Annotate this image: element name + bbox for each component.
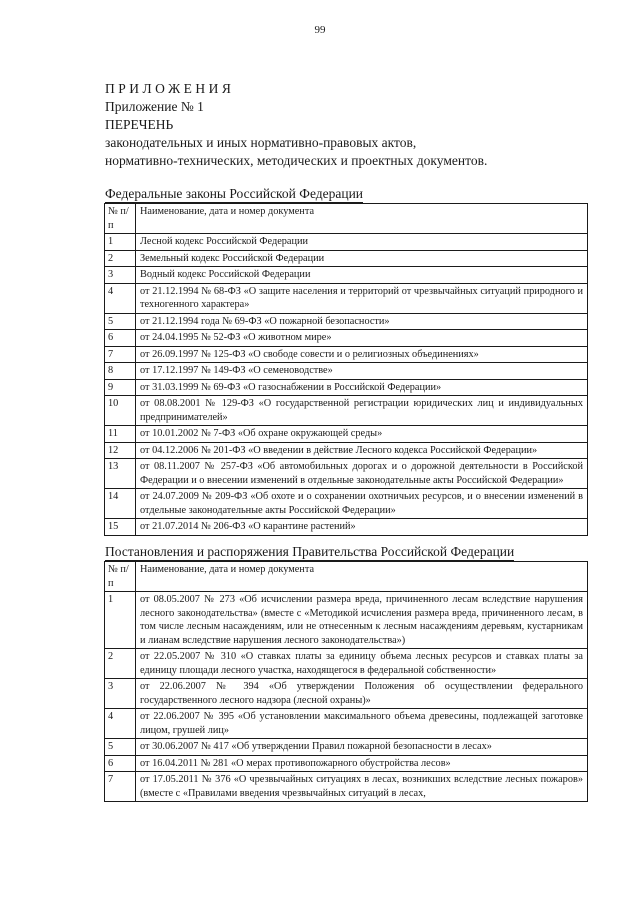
table-row bbox=[105, 739, 588, 756]
row-number: 5 bbox=[105, 313, 136, 330]
row-number: 4 bbox=[105, 283, 136, 313]
table-row bbox=[105, 379, 588, 396]
row-number: 2 bbox=[105, 250, 136, 267]
document-name: от 21.07.2014 № 206-ФЗ «О карантине растений» bbox=[136, 519, 588, 536]
description-line-2: нормативно-технических, методических и проектных документов. bbox=[105, 153, 488, 168]
row-number: 10 bbox=[105, 396, 136, 426]
table-header-row bbox=[105, 562, 588, 592]
appendix-number: Приложение № 1 bbox=[105, 99, 204, 114]
row-number: 1 bbox=[105, 234, 136, 251]
document-name: от 26.09.1997 № 125-ФЗ «О свободе совести и о религиозных объединениях» bbox=[136, 346, 588, 363]
row-number: 13 bbox=[105, 459, 136, 489]
row-number: 6 bbox=[105, 755, 136, 772]
row-number: 11 bbox=[105, 426, 136, 443]
document-header bbox=[105, 80, 605, 170]
column-header-name: Наименование, дата и номер документа bbox=[136, 204, 588, 234]
document-name: от 21.12.1994 № 68-ФЗ «О защите населения и территорий от чрезвычайных ситуаций природного и техногенного характера» bbox=[136, 283, 588, 313]
column-header-number: № п/п bbox=[105, 562, 136, 592]
table-row bbox=[105, 346, 588, 363]
row-number: 7 bbox=[105, 346, 136, 363]
document-name: Земельный кодекс Российской Федерации bbox=[136, 250, 588, 267]
federal-laws-table bbox=[104, 203, 588, 536]
document-name: от 10.01.2002 № 7-ФЗ «Об охране окружающей среды» bbox=[136, 426, 588, 443]
row-number: 5 bbox=[105, 739, 136, 756]
row-number: 14 bbox=[105, 489, 136, 519]
table-row bbox=[105, 709, 588, 739]
document-name: от 17.12.1997 № 149-ФЗ «О семеноводстве» bbox=[136, 363, 588, 380]
row-number: 2 bbox=[105, 649, 136, 679]
table-row bbox=[105, 772, 588, 802]
row-number: 3 bbox=[105, 267, 136, 284]
column-header-name: Наименование, дата и номер документа bbox=[136, 562, 588, 592]
table-header-row bbox=[105, 204, 588, 234]
table-row bbox=[105, 519, 588, 536]
page-number: 99 bbox=[314, 24, 326, 36]
document-name: от 08.11.2007 № 257-ФЗ «Об автомобильных дорогах и о дорожной деятельности в Российской Федерации и о внесении изменений в отдельные законодательные акты Российской Федерации» bbox=[136, 459, 588, 489]
table-row bbox=[105, 649, 588, 679]
table-row bbox=[105, 489, 588, 519]
federal-laws-title: Федеральные законы Российской Федерации bbox=[105, 186, 364, 201]
table-row bbox=[105, 755, 588, 772]
row-number: 8 bbox=[105, 363, 136, 380]
row-number: 1 bbox=[105, 592, 136, 649]
row-number: 12 bbox=[105, 442, 136, 459]
row-number: 3 bbox=[105, 679, 136, 709]
document-name: от 08.08.2001 № 129-ФЗ «О государственной регистрации юридических лиц и индивидуальных предпринимателей» bbox=[136, 396, 588, 426]
document-name: от 22.05.2007 № 310 «О ставках платы за единицу объема лесных ресурсов и ставках платы за единицу площади лесного участка, находящегося в федеральной собственности» bbox=[136, 649, 588, 679]
row-number: 15 bbox=[105, 519, 136, 536]
row-number: 9 bbox=[105, 379, 136, 396]
table-row bbox=[105, 330, 588, 347]
row-number: 7 bbox=[105, 772, 136, 802]
appendices-heading: ПРИЛОЖЕНИЯ bbox=[105, 81, 235, 96]
table-row bbox=[105, 679, 588, 709]
document-name: от 22.06.2007 № 395 «Об установлении максимального объема древесины, подлежащей заготовке лицом, грушей лиц» bbox=[136, 709, 588, 739]
list-title: ПЕРЕЧЕНЬ bbox=[105, 117, 174, 132]
table-row bbox=[105, 363, 588, 380]
document-name: от 24.07.2009 № 209-ФЗ «Об охоте и о сохранении охотничьих ресурсов, и о внесении изменений в отдельные законодательные акты Российской Федерации» bbox=[136, 489, 588, 519]
government-acts-table bbox=[104, 561, 588, 802]
document-name: от 17.05.2011 № 376 «О чрезвычайных ситуациях в лесах, возникших вследствие лесных пожаров» (вместе с «Правилами введения чрезвычайных ситуаций в лесах, bbox=[136, 772, 588, 802]
table-row bbox=[105, 313, 588, 330]
column-header-number: № п/п bbox=[105, 204, 136, 234]
document-name: от 21.12.1994 года № 69-ФЗ «О пожарной безопасности» bbox=[136, 313, 588, 330]
document-name: от 24.04.1995 № 52-ФЗ «О животном мире» bbox=[136, 330, 588, 347]
table-row bbox=[105, 250, 588, 267]
table-row bbox=[105, 592, 588, 649]
government-acts-title: Постановления и распоряжения Правительства Российской Федерации bbox=[105, 544, 515, 559]
table-row bbox=[105, 267, 588, 284]
document-name: от 22.06.2007 № 394 «Об утверждении Положения об осуществлении федерального государственного лесного надзора (лесной охраны)» bbox=[136, 679, 588, 709]
document-name: от 08.05.2007 № 273 «Об исчислении размера вреда, причиненного лесам вследствие нарушения лесного законодательства» (вместе с «Методикой исчисления размера вреда, причиненного лесам, в том числе лесным насаждениям, или не отнесенным к лесным насаждениям деревьям, кустарникам и лианам вследствие нарушения лесного законодательства») bbox=[136, 592, 588, 649]
document-name: Лесной кодекс Российской Федерации bbox=[136, 234, 588, 251]
description-line-1: законодательных и иных нормативно-правовых актов, bbox=[105, 135, 417, 150]
table-row bbox=[105, 442, 588, 459]
table-row bbox=[105, 459, 588, 489]
row-number: 4 bbox=[105, 709, 136, 739]
row-number: 6 bbox=[105, 330, 136, 347]
document-name: от 04.12.2006 № 201-ФЗ «О введении в действие Лесного кодекса Российской Федерации» bbox=[136, 442, 588, 459]
table-row bbox=[105, 426, 588, 443]
table-row bbox=[105, 396, 588, 426]
document-name: от 16.04.2011 № 281 «О мерах противопожарного обустройства лесов» bbox=[136, 755, 588, 772]
table-row bbox=[105, 234, 588, 251]
document-name: от 31.03.1999 № 69-ФЗ «О газоснабжении в Российской Федерации» bbox=[136, 379, 588, 396]
table-row bbox=[105, 283, 588, 313]
document-name: Водный кодекс Российской Федерации bbox=[136, 267, 588, 284]
document-name: от 30.06.2007 № 417 «Об утверждении Правил пожарной безопасности в лесах» bbox=[136, 739, 588, 756]
